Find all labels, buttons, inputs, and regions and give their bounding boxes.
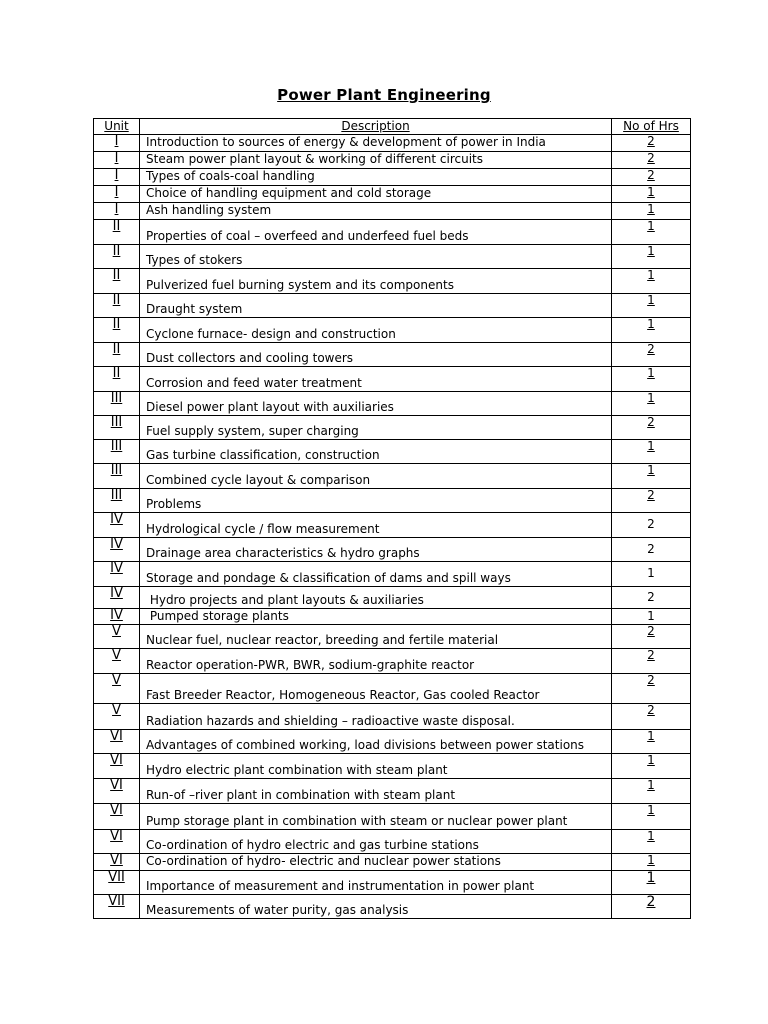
unit-cell: III <box>94 392 140 416</box>
unit-cell: III <box>94 416 140 440</box>
unit-cell: IV <box>94 609 140 625</box>
table-row <box>94 625 691 649</box>
hours-cell: 1 <box>612 730 691 754</box>
hours-cell: 1 <box>612 269 691 294</box>
header-description: Description <box>140 119 612 135</box>
table-row <box>94 440 691 464</box>
table-row <box>94 804 691 830</box>
unit-cell: V <box>94 704 140 730</box>
table-row <box>94 220 691 245</box>
header-unit: Unit <box>94 119 140 135</box>
description-cell: Run-of –river plant in combination with steam plant <box>140 779 612 804</box>
unit-cell: II <box>94 343 140 367</box>
table-row <box>94 152 691 169</box>
description-cell: Co-ordination of hydro electric and gas turbine stations <box>140 830 612 854</box>
description-cell: Nuclear fuel, nuclear reactor, breeding and fertile material <box>140 625 612 649</box>
unit-cell: IV <box>94 562 140 587</box>
table-row <box>94 318 691 343</box>
table-row <box>94 854 691 871</box>
table-row <box>94 730 691 754</box>
hours-cell: 1 <box>612 779 691 804</box>
description-cell: Measurements of water purity, gas analysis <box>140 895 612 919</box>
table-row <box>94 343 691 367</box>
hours-cell: 1 <box>612 318 691 343</box>
hours-cell: 2 <box>612 169 691 186</box>
hours-cell: 1 <box>612 464 691 489</box>
unit-cell: I <box>94 152 140 169</box>
description-cell: Problems <box>140 489 612 513</box>
syllabus-table <box>93 118 691 919</box>
table-row <box>94 135 691 152</box>
table-row <box>94 186 691 203</box>
table-row <box>94 245 691 269</box>
table-row <box>94 562 691 587</box>
unit-cell: I <box>94 186 140 203</box>
table-row <box>94 674 691 704</box>
description-cell: Choice of handling equipment and cold storage <box>140 186 612 203</box>
unit-cell: III <box>94 440 140 464</box>
table-row <box>94 513 691 538</box>
description-cell: Pump storage plant in combination with steam or nuclear power plant <box>140 804 612 830</box>
unit-cell: V <box>94 649 140 674</box>
hours-cell: 1 <box>612 392 691 416</box>
hours-cell: 2 <box>612 895 691 919</box>
unit-cell: IV <box>94 513 140 538</box>
description-cell: Types of stokers <box>140 245 612 269</box>
description-cell: Reactor operation-PWR, BWR, sodium-graphite reactor <box>140 649 612 674</box>
description-cell: Types of coals-coal handling <box>140 169 612 186</box>
hours-cell: 1 <box>612 754 691 779</box>
hours-cell: 2 <box>612 704 691 730</box>
description-cell: Cyclone furnace- design and construction <box>140 318 612 343</box>
table-row <box>94 269 691 294</box>
unit-cell: VI <box>94 804 140 830</box>
hours-cell: 1 <box>612 245 691 269</box>
unit-cell: V <box>94 625 140 649</box>
hours-cell: 1 <box>612 854 691 871</box>
unit-cell: I <box>94 203 140 220</box>
unit-cell: VII <box>94 895 140 919</box>
hours-cell: 1 <box>612 367 691 392</box>
unit-cell: I <box>94 169 140 186</box>
hours-cell: 2 <box>612 135 691 152</box>
hours-cell: 2 <box>612 416 691 440</box>
unit-cell: IV <box>94 538 140 562</box>
unit-cell: VI <box>94 779 140 804</box>
unit-cell: VI <box>94 754 140 779</box>
table-row <box>94 895 691 919</box>
hours-cell: 1 <box>612 294 691 318</box>
unit-cell: II <box>94 367 140 392</box>
description-cell: Drainage area characteristics & hydro graphs <box>140 538 612 562</box>
description-cell: Diesel power plant layout with auxiliaries <box>140 392 612 416</box>
unit-cell: VII <box>94 871 140 895</box>
table-row <box>94 392 691 416</box>
hours-cell: 2 <box>612 674 691 704</box>
hours-cell: 2 <box>612 343 691 367</box>
description-cell: Pumped storage plants <box>140 609 612 625</box>
description-cell: Steam power plant layout & working of different circuits <box>140 152 612 169</box>
hours-cell: 2 <box>612 152 691 169</box>
hours-cell: 1 <box>612 203 691 220</box>
description-cell: Co-ordination of hydro- electric and nuclear power stations <box>140 854 612 871</box>
unit-cell: I <box>94 135 140 152</box>
table-row <box>94 609 691 625</box>
description-cell: Hydrological cycle / flow measurement <box>140 513 612 538</box>
hours-cell: 2 <box>612 649 691 674</box>
unit-cell: II <box>94 318 140 343</box>
description-cell: Pulverized fuel burning system and its components <box>140 269 612 294</box>
hours-cell: 1 <box>612 609 691 625</box>
description-cell: Hydro projects and plant layouts & auxiliaries <box>140 587 612 609</box>
table-row <box>94 169 691 186</box>
unit-cell: II <box>94 269 140 294</box>
description-cell: Properties of coal – overfeed and underfeed fuel beds <box>140 220 612 245</box>
unit-cell: V <box>94 674 140 704</box>
table-header-row <box>94 119 691 135</box>
description-cell: Introduction to sources of energy & development of power in India <box>140 135 612 152</box>
hours-cell: 1 <box>612 220 691 245</box>
table-row <box>94 779 691 804</box>
table-row <box>94 649 691 674</box>
unit-cell: II <box>94 220 140 245</box>
unit-cell: VI <box>94 730 140 754</box>
unit-cell: III <box>94 489 140 513</box>
description-cell: Dust collectors and cooling towers <box>140 343 612 367</box>
table-row <box>94 367 691 392</box>
description-cell: Hydro electric plant combination with steam plant <box>140 754 612 779</box>
table-row <box>94 464 691 489</box>
hours-cell: 1 <box>612 871 691 895</box>
description-cell: Advantages of combined working, load divisions between power stations <box>140 730 612 754</box>
description-cell: Radiation hazards and shielding – radioactive waste disposal. <box>140 704 612 730</box>
hours-cell: 2 <box>612 489 691 513</box>
hours-cell: 1 <box>612 186 691 203</box>
hours-cell: 1 <box>612 440 691 464</box>
description-cell: Gas turbine classification, construction <box>140 440 612 464</box>
table-row <box>94 871 691 895</box>
hours-cell: 2 <box>612 625 691 649</box>
hours-cell: 1 <box>612 562 691 587</box>
page-title: Power Plant Engineering <box>277 86 491 104</box>
unit-cell: II <box>94 294 140 318</box>
table-row <box>94 538 691 562</box>
table-row <box>94 489 691 513</box>
hours-cell: 1 <box>612 804 691 830</box>
table-row <box>94 203 691 220</box>
hours-cell: 2 <box>612 513 691 538</box>
unit-cell: II <box>94 245 140 269</box>
description-cell: Fast Breeder Reactor, Homogeneous Reactor, Gas cooled Reactor <box>140 674 612 704</box>
description-cell: Draught system <box>140 294 612 318</box>
description-cell: Corrosion and feed water treatment <box>140 367 612 392</box>
unit-cell: VI <box>94 830 140 854</box>
hours-cell: 2 <box>612 538 691 562</box>
description-cell: Importance of measurement and instrumentation in power plant <box>140 871 612 895</box>
description-cell: Combined cycle layout & comparison <box>140 464 612 489</box>
table-row <box>94 587 691 609</box>
description-cell: Fuel supply system, super charging <box>140 416 612 440</box>
description-cell: Ash handling system <box>140 203 612 220</box>
hours-cell: 1 <box>612 830 691 854</box>
unit-cell: III <box>94 464 140 489</box>
hours-cell: 2 <box>612 587 691 609</box>
table-row <box>94 754 691 779</box>
table-row <box>94 704 691 730</box>
table-row <box>94 830 691 854</box>
unit-cell: VI <box>94 854 140 871</box>
unit-cell: IV <box>94 587 140 609</box>
header-hours: No of Hrs <box>612 119 691 135</box>
table-row <box>94 294 691 318</box>
description-cell: Storage and pondage & classification of dams and spill ways <box>140 562 612 587</box>
table-row <box>94 416 691 440</box>
